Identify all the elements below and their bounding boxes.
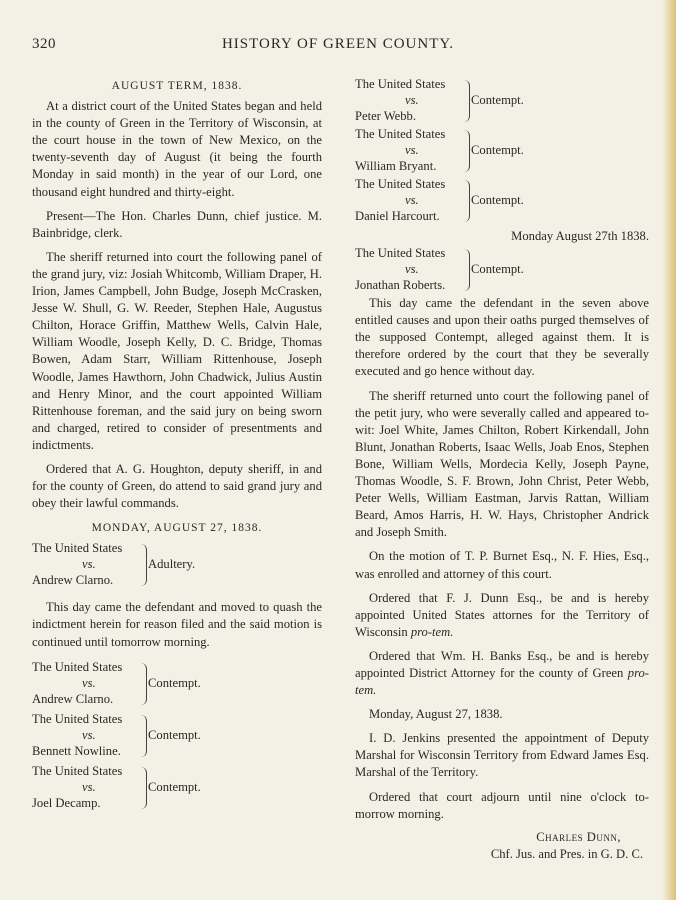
deputy-marshal-paragraph: I. D. Jenkins presented the appointment of Deputy Marshal for Wisconsin Territory from Edward James Esq. Marshal of the Territory. bbox=[355, 731, 649, 780]
signature-title: Chf. Jus. and Pres. in G. D. C. bbox=[490, 846, 643, 861]
case-caption bbox=[32, 659, 322, 711]
case-vs: vs. bbox=[405, 143, 419, 157]
right-column bbox=[355, 76, 649, 863]
signature-name: Charles Dunn, bbox=[536, 829, 621, 844]
opening-paragraph: At a district court of the United States began and held in the county of Green in the Territory of Wisconsin, at the court house in the town of New Mexico, on the twenty-seventh day of August (it being the fourth Monday in said month) in the year of our Lord, one thousand eight hundred and thirty-eight. bbox=[32, 99, 322, 199]
case-caption bbox=[355, 76, 649, 126]
motion-paragraph: This day came the defendant and moved to quash the indictment herein for reason filed and the said motion is continued until tomorrow morning. bbox=[32, 600, 322, 649]
grand-jury-paragraph: The sheriff returned into court the following panel of the grand jury, viz: Josiah Whitcomb, William Draper, H. Irion, James Campbell, John Budge, Joseph McCrasken, Jesse W. Shull, G. W. Reeder, Stephen Hale, Augustus Chilton, Horace Griffin, Matthew Wells, Calvin Hale, William Woodle, Joseph Kelly, D. C. Bridge, Thomas Bowen, Adam Starr, William Rittenhouse, Joseph Woodle, James Hawthorn, John Chadwick, Julius Austin and Henry Minor, and the court appointed William Rittenhouse foreman, and the said jury on being sworn and charged, retired to consider of presentments and indictments. bbox=[32, 249, 322, 452]
case-charge: Contempt. bbox=[471, 262, 524, 277]
case-caption bbox=[32, 763, 322, 815]
case-vs: vs. bbox=[82, 779, 96, 794]
brace bbox=[140, 544, 147, 586]
page-number: 320 bbox=[32, 36, 56, 52]
brace bbox=[463, 249, 470, 291]
brace bbox=[140, 767, 147, 809]
case-defendant: Bennett Nowline. bbox=[32, 743, 121, 758]
case-defendant: Peter Webb. bbox=[355, 109, 417, 123]
case-caption bbox=[355, 126, 649, 176]
case-vs: vs. bbox=[82, 675, 96, 690]
petit-jury-paragraph: The sheriff returned unto court the following panel of the petit jury, who were severally called and appeared to-wit: Joel White, James Chilton, Robert Kirkendall, John Blunt, Jonathan Roberts, Isaac Wells, Joab Enos, Stephen Bone, William Wells, Mordecia Kelly, Joseph Payne, Thomas Woodle, S. F. Brown, John Christ, Peter Webb, Peter Wells, William Eastman, Jarvis Rattan, William Beard, Amos Harris, H. W. Hays, Christopher Andrick and Joseph Smith. bbox=[355, 388, 649, 540]
case-charge: Contempt. bbox=[471, 93, 524, 107]
case-defendant: Andrew Clarno. bbox=[32, 573, 114, 588]
running-title: HISTORY OF GREEN COUNTY. bbox=[221, 36, 455, 52]
case-vs: vs. bbox=[405, 262, 419, 277]
case-charge: Contempt. bbox=[148, 675, 201, 690]
brace bbox=[463, 180, 470, 222]
case-caption bbox=[32, 540, 322, 592]
case-plaintiff: The United States bbox=[32, 711, 123, 726]
case-vs: vs. bbox=[82, 557, 96, 572]
case-plaintiff: The United States bbox=[355, 127, 446, 141]
brace bbox=[140, 715, 147, 757]
signature bbox=[355, 829, 649, 863]
case-plaintiff: The United States bbox=[32, 763, 123, 778]
date-line: Monday August 27th 1838. bbox=[511, 229, 649, 243]
brace bbox=[463, 80, 470, 122]
case-charge: Contempt. bbox=[471, 143, 524, 157]
pro-tem: pro-tem. bbox=[410, 624, 454, 639]
page-edge bbox=[662, 0, 676, 900]
case-plaintiff: The United States bbox=[355, 246, 446, 261]
left-column bbox=[32, 76, 322, 815]
page-header bbox=[32, 36, 644, 60]
case-vs: vs. bbox=[405, 93, 419, 107]
case-plaintiff: The United States bbox=[32, 541, 123, 556]
case-plaintiff: The United States bbox=[355, 77, 446, 91]
case-vs: vs. bbox=[405, 193, 419, 207]
pro-tem: pro-tem. bbox=[355, 665, 649, 698]
case-plaintiff: The United States bbox=[355, 177, 446, 191]
case-plaintiff: The United States bbox=[32, 659, 123, 674]
case-defendant: Daniel Harcourt. bbox=[355, 209, 440, 223]
date-heading: MONDAY, AUGUST 27, 1838. bbox=[91, 522, 263, 535]
case-charge: Contempt. bbox=[148, 727, 201, 742]
brace bbox=[140, 663, 147, 705]
deputy-sheriff-order: Ordered that A. G. Houghton, deputy sheriff, in and for the county of Green, do attend to said grand jury and obey their lawful commands. bbox=[32, 461, 322, 511]
case-charge: Contempt. bbox=[471, 193, 524, 207]
purge-paragraph: This day came the defendant in the seven above entitled causes and upon their oaths purged themselves of the supposed Contempt, alleged against them. It is therefore ordered by the court that they be severally executed and go hence without day. bbox=[355, 296, 649, 379]
case-charge: Adultery. bbox=[148, 557, 196, 572]
enrollment-paragraph: On the motion of T. P. Burnet Esq., N. F. Hies, Esq., was enrolled and attorney of this court. bbox=[355, 549, 649, 581]
case-defendant: Andrew Clarno. bbox=[32, 691, 114, 706]
brace bbox=[463, 130, 470, 172]
district-attorney-order: Ordered that Wm. H. Banks Esq., be and is hereby appointed District Attorney for the county of Green pro-tem. bbox=[355, 648, 649, 698]
date-paragraph: Monday, August 27, 1838. bbox=[369, 707, 503, 722]
adjourn-paragraph: Ordered that court adjourn until nine o'clock to-morrow morning. bbox=[355, 789, 649, 821]
case-defendant: Jonathan Roberts. bbox=[355, 278, 446, 293]
case-caption bbox=[355, 245, 649, 295]
us-attorney-order: Ordered that F. J. Dunn Esq., be and is hereby appointed United States attornes for the Territory of Wisconsin pro-tem. bbox=[355, 590, 649, 639]
case-defendant: William Bryant. bbox=[355, 159, 437, 173]
case-vs: vs. bbox=[82, 727, 96, 742]
case-charge: Contempt. bbox=[148, 779, 201, 794]
case-caption bbox=[32, 711, 322, 763]
case-caption bbox=[355, 176, 649, 226]
term-heading: AUGUST TERM, 1838. bbox=[111, 80, 243, 92]
present-paragraph: Present—The Hon. Charles Dunn, chief justice. M. Bainbridge, clerk. bbox=[32, 208, 322, 240]
case-defendant: Joel Decamp. bbox=[32, 795, 101, 810]
